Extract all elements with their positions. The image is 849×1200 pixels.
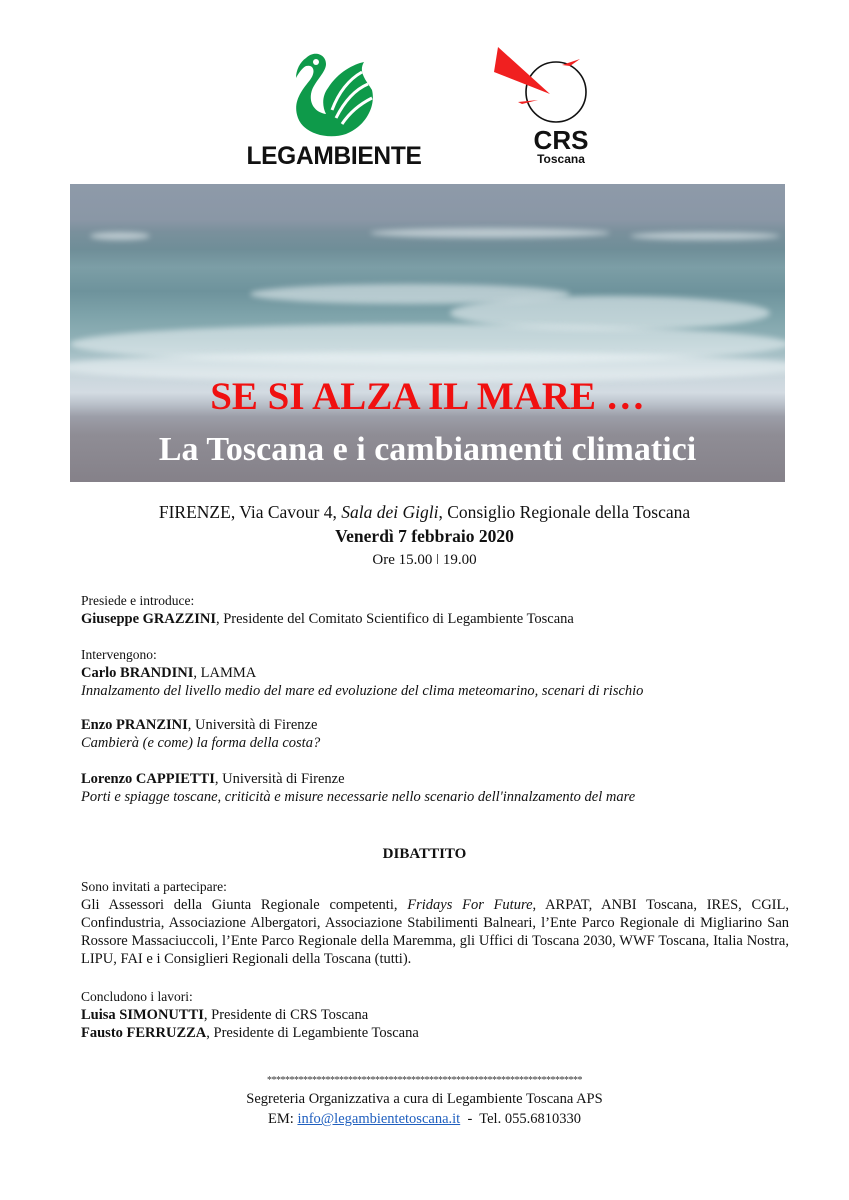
swan-icon (292, 50, 378, 140)
debate-heading: DIBATTITO (382, 846, 467, 862)
speaker-topic: Innalzamento del livello medio del mare ed evoluzione del clima meteomarino, scenari di rischio (81, 683, 644, 699)
speaker-topic: Cambierà (e come) la forma della costa? (81, 735, 321, 751)
chair-name: Giuseppe GRAZZINI (81, 611, 216, 627)
event-date: Venerdì 7 febbraio 2020 (335, 526, 514, 546)
chair-section (81, 592, 791, 628)
speaker-item (81, 716, 791, 752)
speakers-label: Intervengono: (81, 647, 157, 662)
speaker-name: Carlo BRANDINI (81, 665, 194, 681)
chair-line (81, 610, 791, 628)
phone-number: - Tel. 055.6810330 (460, 1111, 581, 1127)
event-subtitle: La Toscana e i cambiamenti climatici (158, 431, 697, 468)
debate-section (81, 878, 789, 968)
fridays-for-future: Fridays For Future (407, 897, 533, 913)
speaker-item (81, 664, 791, 700)
crs-logo (492, 44, 612, 169)
sea-banner-image (70, 184, 785, 482)
closing-label: Concludono i lavori: (81, 989, 193, 1004)
speaker-topic: Porti e spiagge toscane, criticità e misure necessarie nello scenario dell'innalzamento del mare (81, 789, 636, 805)
email-label: EM: (268, 1111, 298, 1127)
closing-name: Fausto FERRUZZA (81, 1025, 207, 1041)
crs-subtitle: Toscana (537, 152, 585, 166)
chair-role: , Presidente del Comitato Scientifico di Legambiente Toscana (215, 611, 574, 627)
closing-item (81, 1024, 791, 1042)
chair-label: Presiede e introduce: (81, 593, 195, 608)
speaker-affiliation: , LAMMA (193, 665, 257, 681)
speaker-name: Lorenzo CAPPIETTI (81, 771, 215, 787)
closing-item (81, 1006, 791, 1024)
organizer-line: Segreteria Organizzativa a cura di Legambiente Toscana APS (246, 1091, 603, 1107)
speaker-affiliation: , Università di Firenze (187, 717, 318, 733)
event-headline: SE SI ALZA IL MARE … (210, 375, 645, 418)
crs-emblem-icon (492, 44, 612, 129)
location-prefix: FIRENZE, Via Cavour 4, (158, 502, 342, 522)
crs-wordmark: CRS (533, 125, 589, 155)
legambiente-wordmark: LEGAMBIENTE (246, 142, 422, 170)
location-hall: Sala dei Gigli (341, 502, 439, 522)
email-link[interactable]: info@legambientetoscana.it (297, 1111, 461, 1127)
contact-line (0, 1110, 849, 1128)
closing-role: , Presidente di Legambiente Toscana (206, 1025, 419, 1041)
speakers-section (81, 646, 791, 700)
closing-role: , Presidente di CRS Toscana (203, 1007, 369, 1023)
event-time: Ore 15.00 ǀ 19.00 (372, 552, 477, 568)
invite-label: Sono invitati a partecipare: (81, 879, 227, 894)
speaker-affiliation: , Università di Firenze (214, 771, 345, 787)
legambiente-logo (238, 50, 430, 170)
speaker-item (81, 770, 791, 806)
footer-divider: ********************************************************************** (267, 1075, 582, 1086)
speaker-name: Enzo PRANZINI (81, 717, 188, 733)
location-suffix: , Consiglio Regionale della Toscana (438, 502, 691, 522)
closing-name: Luisa SIMONUTTI (81, 1007, 204, 1023)
event-location (0, 502, 849, 523)
closing-section (81, 988, 791, 1042)
invite-list: Gli Assessori della Giunta Regionale competenti, Fridays For Future, ARPAT, ANBI Toscana, IRES, CGIL, Confindustria, Associazione Albergatori, Associazione Stabilimenti Balneari, l’Ente Parco Regionale di Migliarino San Rossore Massaciuccoli, l’Ente Parco Regionale della Maremma, gli Uffici di Toscana 2030, WWF Toscana, Italia Nostra, LIPU, FAI e i Consiglieri Regionali della Toscana (tutti). (81, 897, 789, 967)
